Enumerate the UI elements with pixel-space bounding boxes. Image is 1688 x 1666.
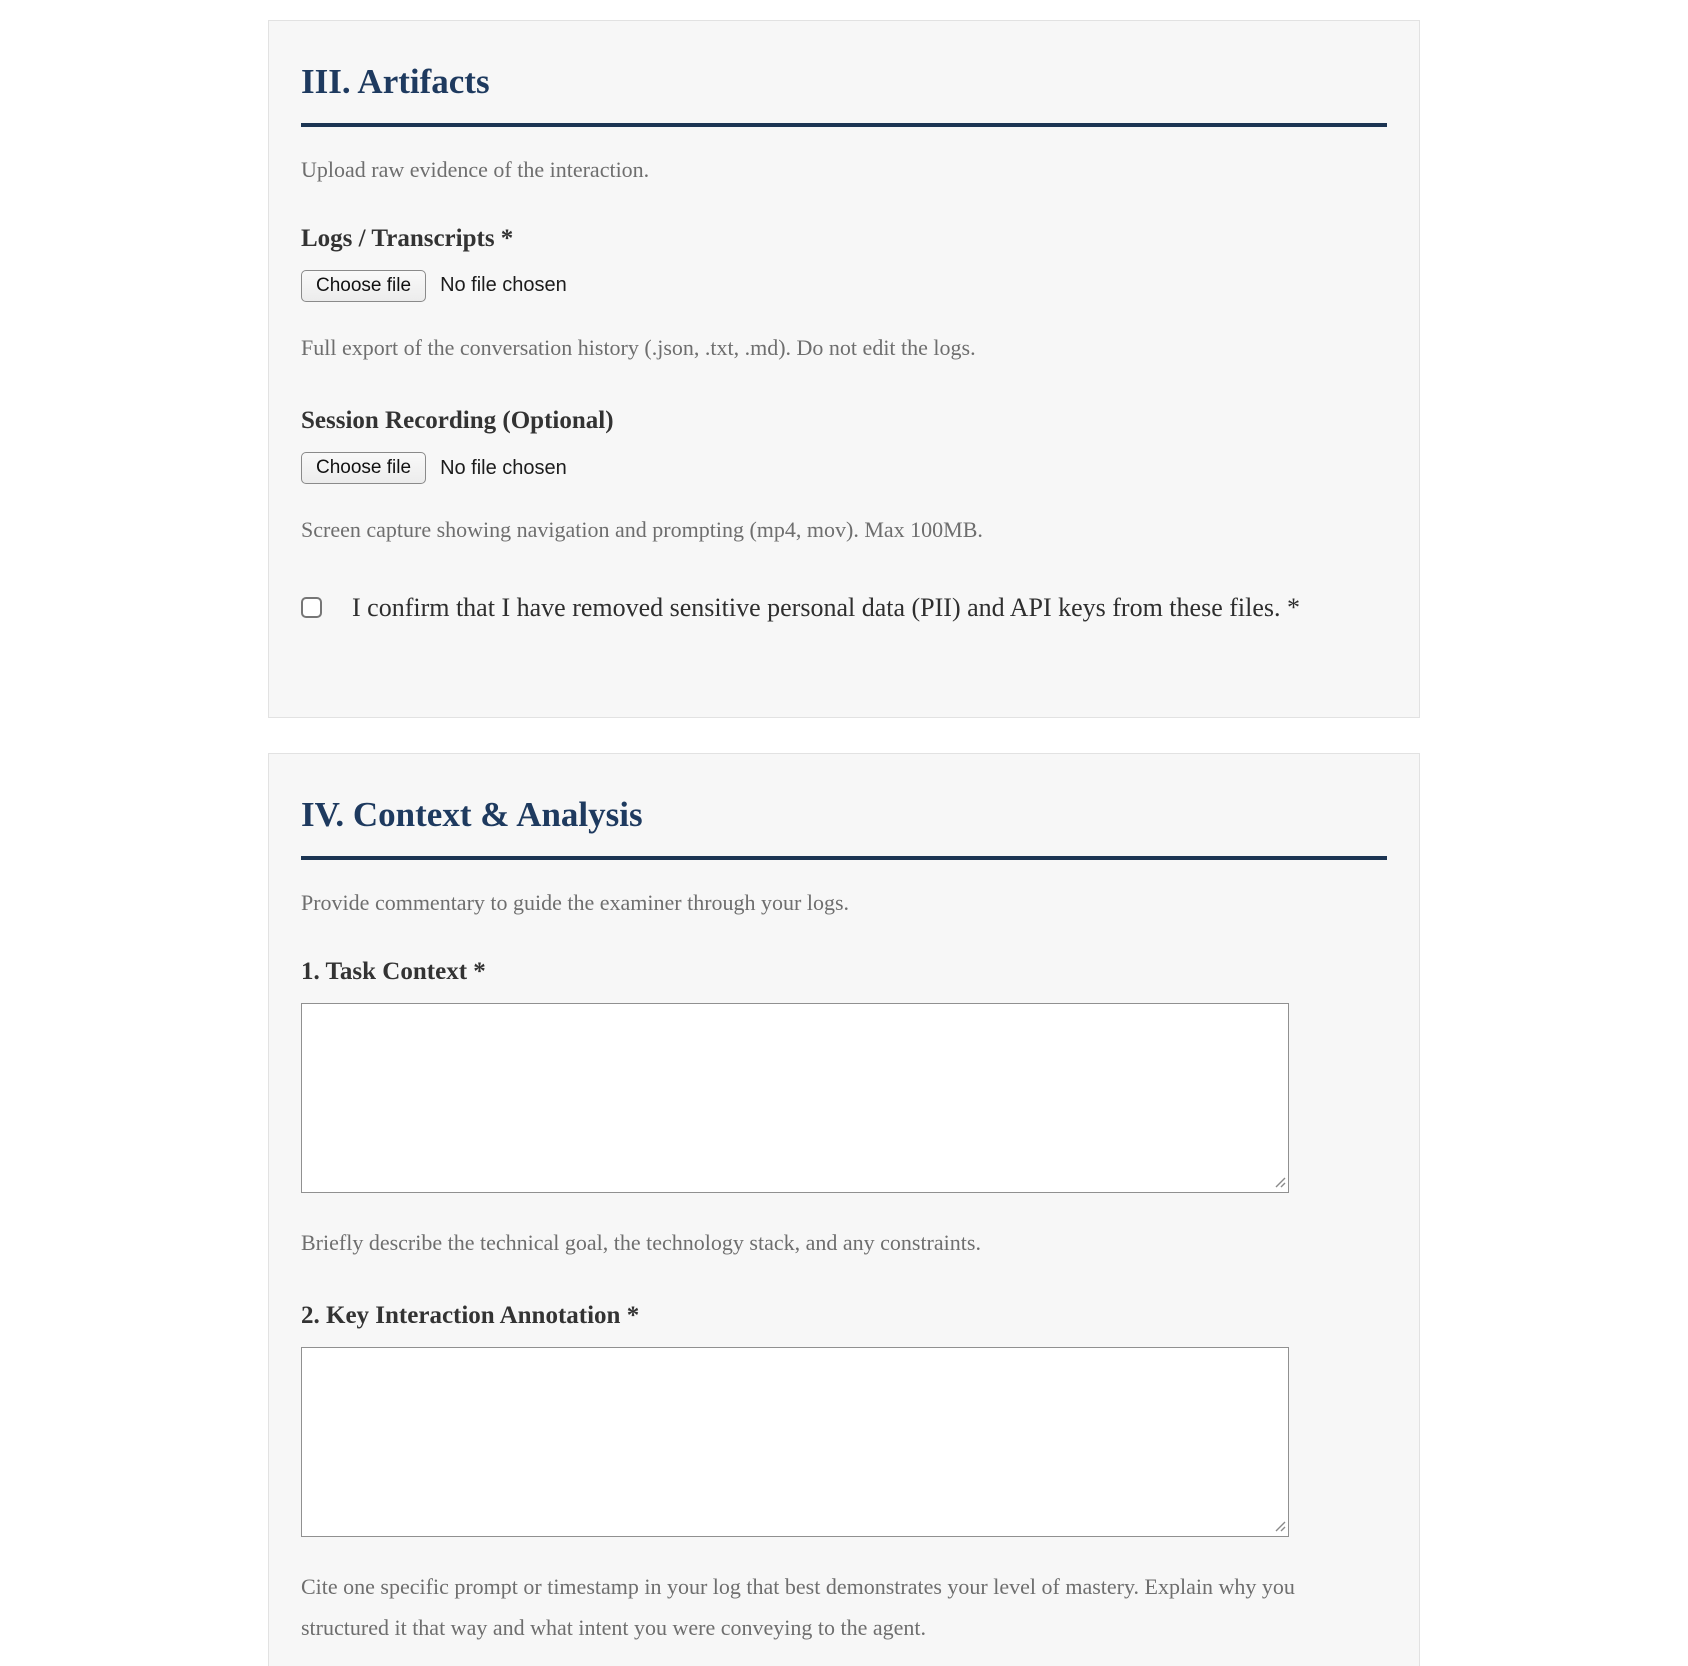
recording-file-status: No file chosen xyxy=(440,456,567,479)
recording-file-input[interactable] xyxy=(301,452,1387,484)
recording-choose-file-button[interactable]: Choose file xyxy=(301,452,426,484)
resize-handle-icon[interactable] xyxy=(1272,1518,1286,1532)
pii-confirm-row xyxy=(301,585,1387,631)
annotation-label: 2. Key Interaction Annotation * xyxy=(301,1302,640,1330)
artifacts-section-description: Upload raw evidence of the interaction. xyxy=(301,157,650,182)
task-context-label: 1. Task Context * xyxy=(301,957,486,985)
task-context-helper: Briefly describe the technical goal, the technology stack, and any constraints. xyxy=(301,1229,981,1255)
logs-file-status: No file chosen xyxy=(440,274,567,297)
recording-field-helper: Screen capture showing navigation and prompting (mp4, mov). Max 100MB. xyxy=(301,517,983,543)
task-context-field xyxy=(301,1003,1289,1193)
context-section-title: IV. Context & Analysis xyxy=(301,795,643,834)
logs-file-input[interactable] xyxy=(301,270,1387,302)
artifacts-section xyxy=(268,20,1420,718)
artifacts-section-divider xyxy=(301,123,1387,127)
artifacts-section-title: III. Artifacts xyxy=(301,62,490,101)
task-context-textarea[interactable] xyxy=(301,1003,1289,1193)
pii-confirm-checkbox[interactable] xyxy=(301,597,322,618)
context-analysis-section xyxy=(268,753,1420,1666)
annotation-helper: Cite one specific prompt or timestamp in your log that best demonstrates your level of mastery. Explain why you structured it that way and what intent you were conveying to the agent. xyxy=(301,1574,1295,1641)
form-page xyxy=(0,20,1688,1666)
logs-field-helper: Full export of the conversation history (.json, .txt, .md). Do not edit the logs. xyxy=(301,334,976,360)
pii-confirm-label: I confirm that I have removed sensitive personal data (PII) and API keys from these files. * xyxy=(352,592,1300,622)
resize-handle-icon[interactable] xyxy=(1272,1174,1286,1188)
recording-field-label: Session Recording (Optional) xyxy=(301,407,614,435)
context-section-divider xyxy=(301,856,1387,860)
annotation-field xyxy=(301,1347,1289,1537)
logs-field-label: Logs / Transcripts * xyxy=(301,224,514,252)
logs-choose-file-button[interactable]: Choose file xyxy=(301,270,426,302)
annotation-textarea[interactable] xyxy=(301,1347,1289,1537)
context-section-description: Provide commentary to guide the examiner through your logs. xyxy=(301,890,850,915)
